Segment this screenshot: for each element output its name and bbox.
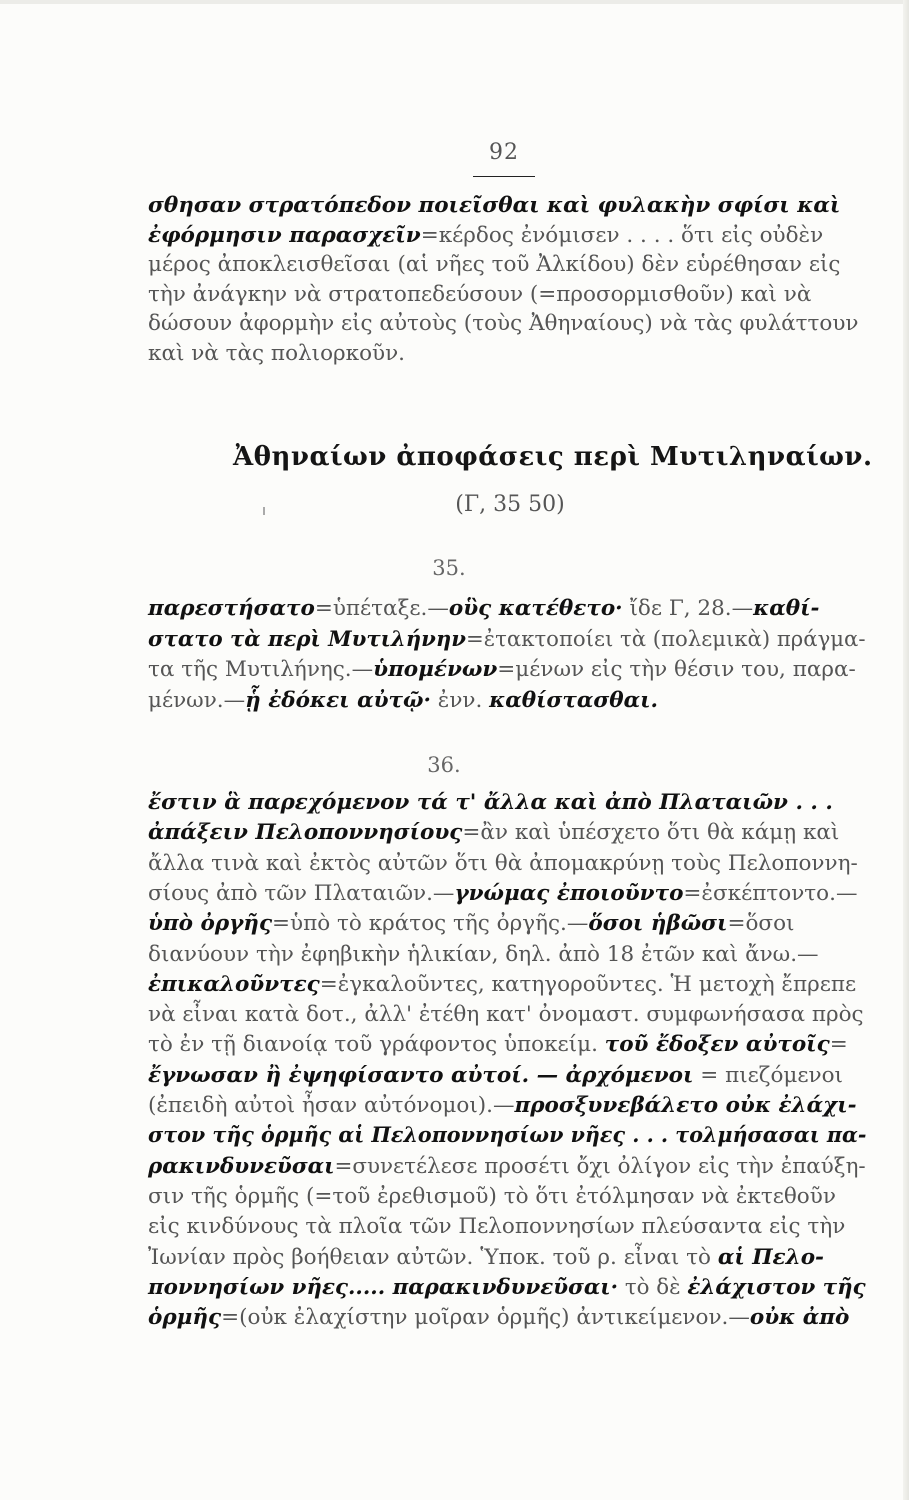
section-heading: Ἀθηναίων ἀποφάσεις περὶ Μυτιληναίων.	[233, 442, 873, 472]
lemma-text: καθίστασθαι.	[489, 687, 659, 713]
commentary-text: διανύουν τὴν ἐφηβικὴν ἡλικίαν, δηλ. ἀπὸ 18 ἐτῶν καὶ ἄνω.—	[148, 941, 819, 967]
commentary-text: = πιεζόμενοι	[693, 1062, 843, 1088]
commentary-text: μέρος ἀποκλεισθεῖσαι (αἱ νῆες τοῦ Ἀλκίδου) δὲν εὑρέθησαν εἰς	[148, 252, 841, 277]
section-36-line	[148, 878, 866, 910]
lemma-text: ᾗ ἐδόκει αὐτῷ·	[245, 687, 431, 713]
lemma-text: αἱ Πελο-	[717, 1244, 824, 1270]
section-36-line	[148, 1060, 866, 1092]
lemma-text: οὐκ ἀπὸ	[749, 1305, 850, 1331]
commentary-text: =μένων εἰς τὴν θέσιν του, παρα-	[497, 657, 856, 682]
section-36-line	[148, 848, 866, 880]
lemma-text: στατο τὰ περὶ Μυτιλήνην	[148, 626, 466, 652]
lemma-text: ὅσοι ἡβῶσι	[588, 911, 728, 937]
section-36-line	[148, 908, 866, 940]
commentary-text: δώσουν ἀφορμὴν εἰς αὐτοὺς (τοὺς Ἀθηναίους) νὰ τὰς φυλάττουν	[148, 311, 859, 336]
section-number-35: 35.	[432, 556, 466, 580]
commentary-text: =(οὐκ ἐλαχίστην μοῖραν ὁρμῆς) ἀντικείμενον.—	[221, 1305, 750, 1331]
commentary-text: =ὑπὸ τὸ κράτος τῆς ὀργῆς.—	[272, 911, 589, 937]
lemma-text: γνώμας ἐποιοῦντο	[454, 880, 684, 906]
commentary-text: =ἂν καὶ ὑπέσχετο ὅτι θὰ κάμῃ καὶ	[462, 820, 840, 846]
commentary-text: ἴδε Γ, 28.—	[622, 596, 754, 621]
lemma-text: παρεστήσατο	[148, 596, 315, 621]
lemma-text: στον τῆς ὁρμῆς αἱ Πελοποννησίων νῆες . . . τολμήσασαι πα-	[148, 1123, 867, 1149]
commentary-text: σιν τῆς ὁρμῆς (=τοῦ ἐρεθισμοῦ) τὸ ὅτι ἐτόλμησαν νὰ ἐκτεθοῦν	[148, 1183, 836, 1209]
section-36-line	[148, 1120, 867, 1152]
commentary-text: εἰς κινδύνους τὰ πλοῖα τῶν Πελοποννησίων πλεύσαντα εἰς τὴν	[148, 1214, 846, 1240]
intro-line	[148, 220, 866, 252]
lemma-text: ἐλάχιστον τῆς	[687, 1274, 866, 1300]
lemma-text: ἔγνωσαν ἢ ἐψηφίσαντο αὐτοί. — ἀρχόμενοι	[148, 1062, 694, 1088]
lemma-text: ὁρμῆς	[148, 1305, 222, 1331]
section-35-line	[148, 593, 866, 625]
page-number-rule	[473, 176, 535, 177]
section-36-line	[148, 1302, 866, 1334]
text-reference: (Γ, 35 50)	[455, 492, 565, 517]
lemma-text: ὑπὸ ὀργῆς	[148, 911, 273, 937]
page-number: 92	[489, 140, 519, 165]
lemma-text: ἔστιν ἃ παρεχόμενον τά τ' ἄλλα καὶ ἀπὸ Πλαταιῶν . . .	[148, 790, 833, 815]
commentary-text: τὸ δὲ	[618, 1274, 688, 1300]
lemma-text: ποννησίων νῆες..... παρακινδυνεῦσαι·	[148, 1274, 619, 1300]
commentary-text: Ἰωνίαν πρὸς βοήθειαν αὐτῶν. Ὑποκ. τοῦ ρ. εἶναι τὸ	[148, 1244, 718, 1270]
section-35-line	[148, 685, 866, 717]
lemma-text: προσξυνεβάλετο οὐκ ἐλάχι-	[514, 1093, 857, 1118]
lemma-text: ἐπικαλοῦντες	[148, 971, 320, 997]
commentary-text: τὸ ἐν τῇ διανοίᾳ τοῦ γράφοντος ὑποκείμ.	[148, 1032, 605, 1058]
section-36-line	[148, 817, 866, 849]
commentary-text: μένων.—	[148, 687, 246, 713]
commentary-text: =ὑπέταξε.—	[314, 596, 449, 621]
lemma-text: ρακινδυνεῦσαι	[148, 1153, 335, 1179]
lemma-text: οὓς κατέθετο·	[448, 596, 623, 621]
commentary-text: τα τῆς Μυτιλήνης.—	[148, 657, 374, 682]
commentary-text: νὰ εἶναι κατὰ δοτ., ἀλλ' ἐτέθη κατ' ὀνομαστ. συμφωνήσασα πρὸς	[148, 1002, 864, 1028]
margin-mark	[263, 507, 265, 515]
scan-edge-right	[903, 0, 909, 1500]
commentary-text: =	[829, 1032, 848, 1058]
section-36-line	[148, 969, 866, 1001]
lemma-text: τοῦ ἔδοξεν αὐτοῖς	[604, 1032, 830, 1058]
section-36-line	[148, 1151, 866, 1183]
intro-line	[148, 308, 866, 340]
commentary-text: (ἐπειδὴ αὐτοὶ ἦσαν αὐτόνομοι).—	[148, 1093, 515, 1118]
commentary-text: καὶ νὰ τὰς πολιορκοῦν.	[148, 340, 406, 366]
section-36-line	[148, 939, 866, 971]
commentary-text: =κέρδος ἐνόμισεν . . . . ὅτι εἰς οὐδὲν	[420, 222, 824, 248]
scan-edge-top	[0, 0, 909, 4]
commentary-text: =ἐγκαλοῦντες, κατηγοροῦντες. Ἡ μετοχὴ ἔπρεπε	[319, 971, 857, 997]
commentary-text: σίους ἀπὸ τῶν Πλαταιῶν.—	[148, 880, 455, 906]
commentary-text: =ἐσκέπτοντο.—	[683, 880, 858, 906]
intro-line	[148, 338, 866, 370]
lemma-text: ὑπομένων	[373, 657, 498, 682]
section-36-line	[148, 1272, 866, 1304]
lemma-text: ἀπάξειν Πελοποννησίους	[148, 820, 463, 846]
section-36-line	[148, 1211, 866, 1243]
section-36-line	[148, 999, 866, 1031]
section-36-line	[148, 1242, 866, 1274]
lemma-text: ἐφόρμησιν παρασχεῖν	[148, 222, 421, 248]
section-number-36: 36.	[427, 753, 461, 777]
section-36-line	[148, 1029, 866, 1061]
section-35-line	[148, 624, 866, 656]
commentary-text: ἄλλα τινὰ καὶ ἐκτὸς αὐτῶν ὅτι θὰ ἀπομακρύνῃ τοὺς Πελοποννη-	[148, 850, 858, 876]
intro-line	[148, 279, 866, 311]
lemma-text: καθί-	[753, 596, 820, 621]
intro-line	[148, 190, 866, 222]
intro-line	[148, 249, 866, 281]
commentary-text: τὴν ἀνάγκην νὰ στρατοπεδεύσουν (=προσορμισθοῦν) καὶ νὰ	[148, 281, 812, 307]
commentary-text: =συνετέλεσε προσέτι ὄχι ὀλίγον εἰς τὴν ἐπαύξη-	[334, 1153, 866, 1179]
section-36-line	[148, 1181, 866, 1213]
commentary-text: =ὅσοι	[727, 911, 795, 937]
section-35-line	[148, 654, 866, 686]
section-36-line	[148, 1090, 866, 1122]
lemma-text: σθησαν στρατόπεδον ποιεῖσθαι καὶ φυλακὴν σφίσι καὶ	[148, 193, 841, 218]
commentary-text: =ἐτακτοποίει τὰ (πολεμικὰ) πράγμα-	[465, 626, 866, 652]
section-36-line	[148, 787, 866, 819]
commentary-text: ἐνν.	[430, 687, 490, 713]
